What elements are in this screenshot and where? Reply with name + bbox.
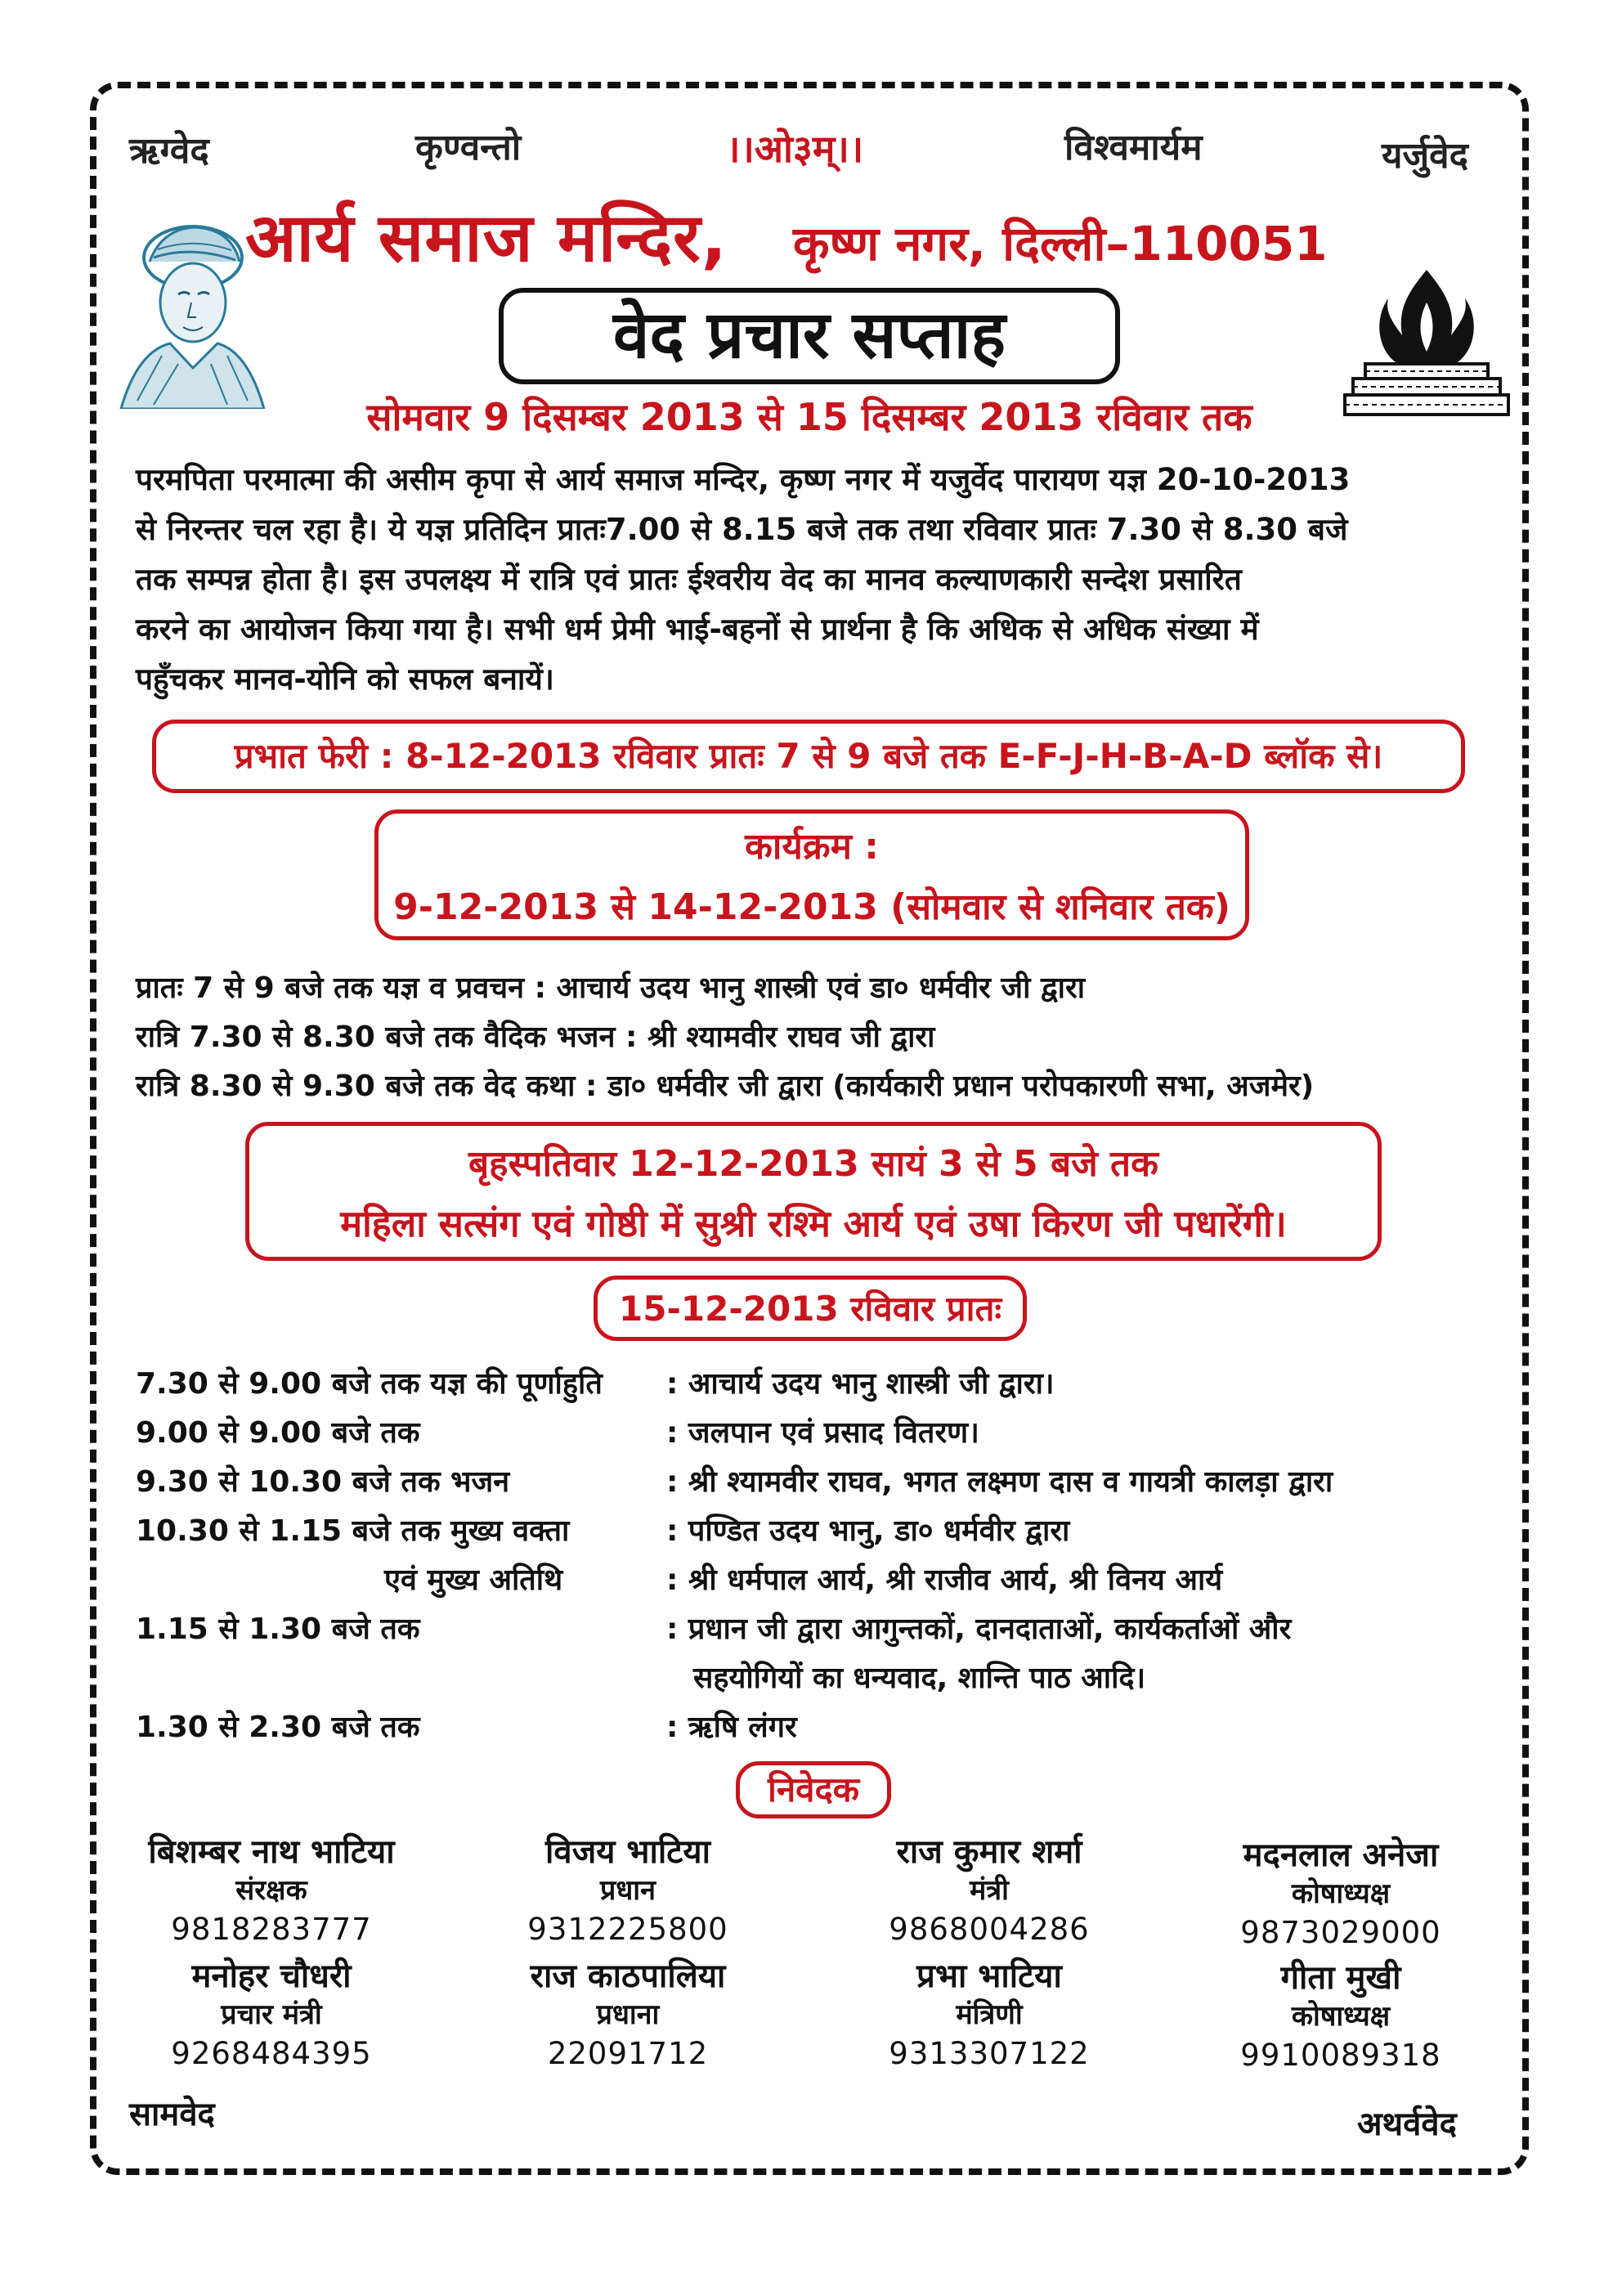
- intro-line-5: पहुँचकर मानव-योनि को सफल बनायें।: [136, 661, 554, 697]
- org-name: आर्य समाज मन्दिर,: [245, 200, 728, 277]
- signatory-phone: 9268484395: [171, 2036, 372, 2071]
- signatory-name: प्रभा भाटिया: [916, 1957, 1062, 1995]
- vishvamaryam-label: विश्वमार्यम: [1064, 127, 1203, 168]
- signatory-name: राज कुमार शर्मा: [896, 1833, 1082, 1871]
- signatory-role: कोषाध्यक्ष: [1291, 1877, 1391, 1910]
- signatory-4: [1161, 1835, 1521, 1954]
- yajurveda-label: यर्जुवेद: [1382, 135, 1468, 177]
- thursday-line-1: बृहस्पतिवार 12-12-2013 सायं 3 से 5 बजे तक: [468, 1143, 1158, 1185]
- schedule-time-6: 1.15 से 1.30 बजे तक: [136, 1612, 420, 1646]
- program-box: [374, 809, 1249, 940]
- signatory-phone: 22091712: [547, 2036, 709, 2071]
- signatory-role: प्रधाना: [596, 1998, 660, 2031]
- event-dates: सोमवार 9 दिसम्बर 2013 से 15 दिसम्बर 2013 रविवार तक: [366, 395, 1252, 439]
- signatory-phone: 9910089318: [1240, 2038, 1441, 2073]
- om-label: ।।ओ३म्।।: [726, 127, 864, 171]
- signatory-role: मंत्री: [970, 1874, 1009, 1907]
- signatory-phone: 9868004286: [889, 1912, 1090, 1947]
- intro-line-2: से निरन्तर चल रहा है। ये यज्ञ प्रतिदिन प्रातः7.00 से 8.15 बजे तक तथा रविवार प्रातः 7.30 से 8.30 बजे: [136, 512, 1348, 547]
- program-heading: कार्यक्रम :: [745, 826, 879, 868]
- signatory-role: प्रधान: [600, 1874, 656, 1907]
- intro-line-1: परमपिता परमात्मा की असीम कृपा से आर्य समाज मन्दिर, कृष्ण नगर में यजुर्वेद पारायण यज्ञ 20-10-2013: [136, 462, 1351, 497]
- signatory-name: मदनलाल अनेजा: [1243, 1836, 1439, 1874]
- sunday-heading: 15-12-2013 रविवार प्रातः: [594, 1276, 1027, 1341]
- schedule-detail-6: : प्रधान जी द्वारा आगुन्तकों, दानदाताओं, कार्यकर्ताओं और: [666, 1612, 1292, 1646]
- event-title: वेद प्रचार सप्ताह: [499, 288, 1120, 384]
- rigveda-label: ऋग्वेद: [129, 130, 209, 172]
- signatory-6: [448, 1956, 808, 2075]
- thursday-box: [245, 1122, 1382, 1261]
- signatory-name: राज काठपालिया: [530, 1957, 726, 1995]
- schedule-detail-5: : श्री धर्मपाल आर्य, श्री राजीव आर्य, श्री विनय आर्य: [666, 1563, 1223, 1597]
- schedule-detail-4: : पण्डित उदय भानु, डा० धर्मवीर द्वारा: [666, 1514, 1070, 1548]
- intro-line-3: तक सम्पन्न होता है। इस उपलक्ष्य में रात्रि एवं प्रातः ईश्वरीय वेद का मानव कल्याणकारी सन्देश प्रसारित: [136, 562, 1242, 597]
- signatory-role: प्रचार मंत्री: [221, 1998, 322, 2031]
- samaveda-label: सामवेद: [129, 2096, 215, 2133]
- signatory-name: मनोहर चौधरी: [191, 1957, 352, 1995]
- signatory-1: [92, 1832, 451, 1951]
- schedule-detail-8: : ऋषि लंगर: [666, 1711, 797, 1744]
- signatory-8: [1161, 1957, 1521, 2077]
- signatory-phone: 9873029000: [1240, 1915, 1441, 1950]
- program-range: 9-12-2013 से 14-12-2013 (सोमवार से शनिवार तक): [393, 886, 1230, 928]
- signatory-role: संरक्षक: [235, 1874, 307, 1907]
- schedule-time-1: 7.30 से 9.00 बजे तक यज्ञ की पूर्णाहुति: [136, 1367, 603, 1401]
- signatory-name: विजय भाटिया: [545, 1833, 710, 1871]
- schedule-detail-1: : आचार्य उदय भानु शास्त्री जी द्वारा।: [666, 1367, 1055, 1401]
- signatory-name: बिशम्बर नाथ भाटिया: [148, 1833, 395, 1871]
- signatory-phone: 9818283777: [171, 1912, 372, 1947]
- signatory-5: [92, 1956, 451, 2075]
- signatory-role: मंत्रिणी: [956, 1998, 1023, 2031]
- krinvanto-label: कृण्वन्तो: [415, 127, 522, 168]
- prabhat-pheri-box: प्रभात फेरी : 8-12-2013 रविवार प्रातः 7 से 9 बजे तक E-F-J-H-B-A-D ब्लॉक से।: [152, 720, 1465, 793]
- schedule-time-2: 9.00 से 9.00 बजे तक: [136, 1416, 420, 1450]
- intro-line-4: करने का आयोजन किया गया है। सभी धर्म प्रेमी भाई-बहनों से प्रार्थना है कि अधिक से अधिक संख्या में: [136, 612, 1259, 647]
- org-address: कृष्ण नगर, दिल्ली–110051: [793, 216, 1328, 271]
- signatory-2: [448, 1832, 808, 1951]
- signatory-role: कोषाध्यक्ष: [1291, 2000, 1391, 2033]
- signatory-7: [809, 1956, 1169, 2075]
- schedule-time-3: 9.30 से 10.30 बजे तक भजन: [136, 1465, 510, 1499]
- signatory-phone: 9312225800: [527, 1912, 728, 1947]
- atharvaveda-label: अथर्ववेद: [1357, 2105, 1457, 2143]
- program-line-3: रात्रि 8.30 से 9.30 बजे तक वेद कथा : डा० धर्मवीर जी द्वारा (कार्यकारी प्रधान परोपकारणी सभा, अजमेर): [136, 1070, 1315, 1103]
- schedule-detail-3: : श्री श्यामवीर राघव, भगत लक्ष्मण दास व गायत्री कालड़ा द्वारा: [666, 1465, 1333, 1499]
- signatory-phone: 9313307122: [889, 2036, 1090, 2071]
- schedule-detail-2: : जलपान एवं प्रसाद वितरण।: [666, 1416, 979, 1450]
- program-line-2: रात्रि 7.30 से 8.30 बजे तक वैदिक भजन : श्री श्यामवीर राघव जी द्वारा: [136, 1020, 935, 1054]
- schedule-detail-7: सहयोगियों का धन्यवाद, शान्ति पाठ आदि।: [693, 1661, 1146, 1695]
- nivedak-label: निवेदक: [736, 1761, 891, 1818]
- signatory-3: [809, 1832, 1169, 1951]
- schedule-time-5: एवं मुख्य अतिथि: [384, 1563, 563, 1597]
- thursday-line-2: महिला सत्संग एवं गोष्ठी में सुश्री रश्मि आर्य एवं उषा किरण जी पधारेंगी।: [340, 1202, 1287, 1245]
- signatory-name: गीता मुखी: [1280, 1959, 1401, 1997]
- program-line-1: प्रातः 7 से 9 बजे तक यज्ञ व प्रवचन : आचार्य उदय भानु शास्त्री एवं डा० धर्मवीर जी द्वारा: [136, 971, 1086, 1005]
- schedule-time-8: 1.30 से 2.30 बजे तक: [136, 1711, 420, 1744]
- schedule-time-4: 10.30 से 1.15 बजे तक मुख्य वक्ता: [136, 1514, 570, 1548]
